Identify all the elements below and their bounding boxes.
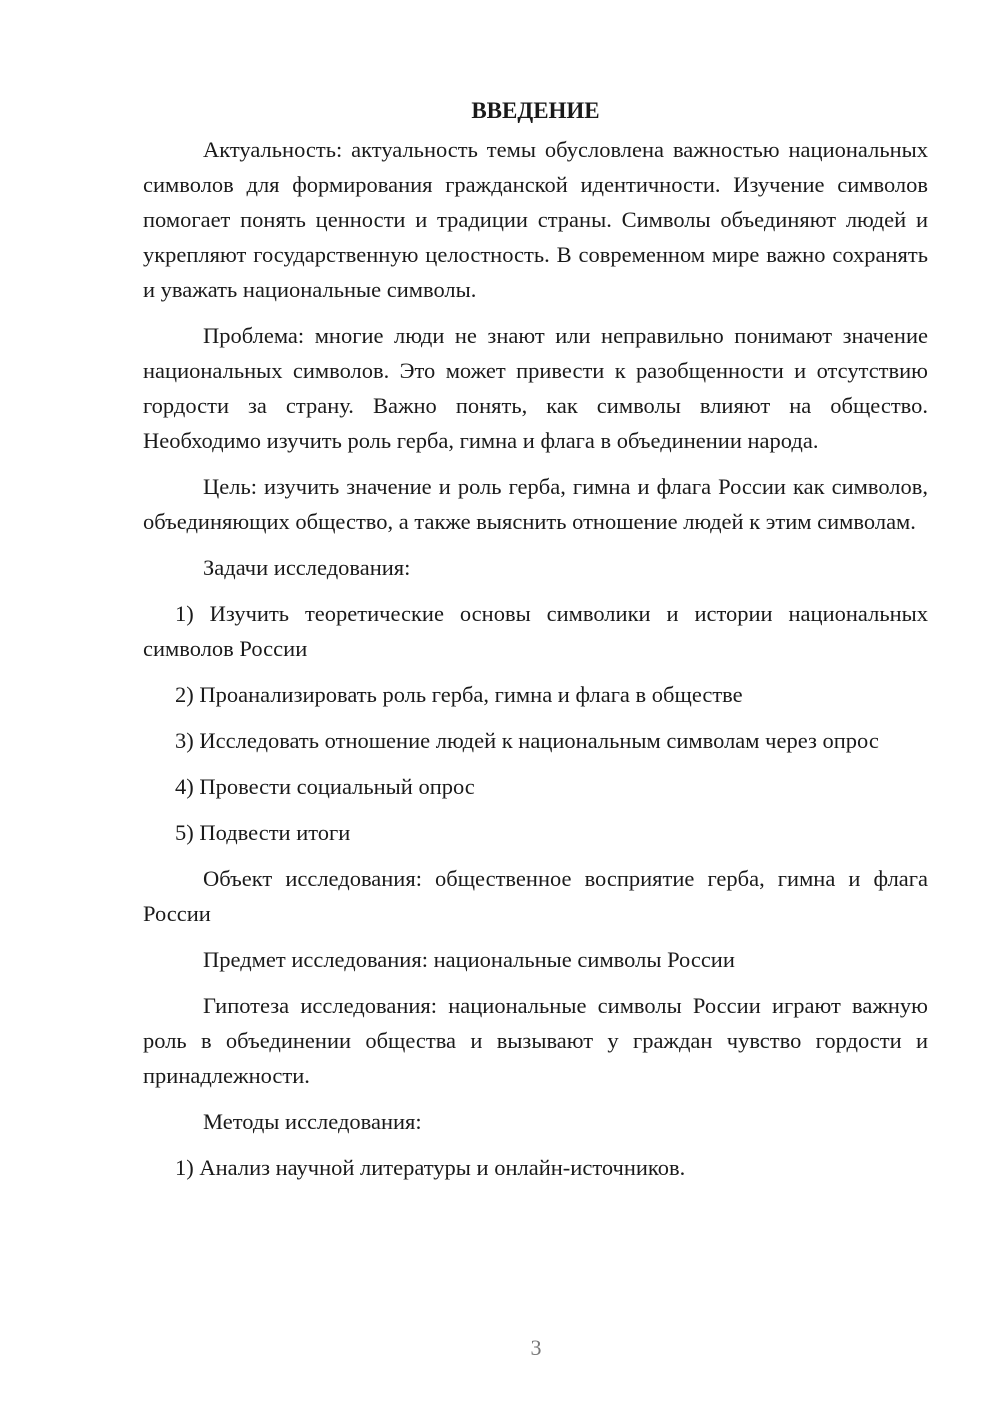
hypothesis-paragraph: Гипотеза исследования: национальные символы России играют важную роль в объединении общества и вызывают у граждан чувство гордости и принадлежности. [143, 993, 928, 1088]
task-item: 5) Подвести итоги [175, 820, 351, 845]
page-number: 3 [530, 1335, 542, 1360]
task-item: 4) Провести социальный опрос [175, 774, 475, 799]
method-item: 1) Анализ научной литературы и онлайн-источников. [175, 1155, 686, 1180]
methods-heading: Методы исследования: [203, 1109, 422, 1134]
task-item: 3) Исследовать отношение людей к национальным символам через опрос [175, 728, 879, 753]
goal-paragraph: Цель: изучить значение и роль герба, гимна и флага России как символов, объединяющих общество, а также выяснить отношение людей к этим символам. [143, 474, 928, 534]
task-item: 2) Проанализировать роль герба, гимна и флага в обществе [175, 682, 743, 707]
problem-paragraph: Проблема: многие люди не знают или неправильно понимают значение национальных символов. Это может привести к разобщенности и отсутствию гордости за страну. Важно понять, как символы влияют на общество. Необходимо изучить роль герба, гимна и флага в объединении народа. [143, 323, 928, 453]
relevance-paragraph: Актуальность: актуальность темы обусловлена важностью национальных символов для формирования гражданской идентичности. Изучение символов помогает понять ценности и традиции страны. Символы объединяют людей и укрепляют государственную целостность. В современном мире важно сохранять и уважать национальные символы. [143, 137, 928, 302]
section-title: ВВЕДЕНИЕ [471, 98, 600, 123]
tasks-heading: Задачи исследования: [203, 555, 411, 580]
subject-paragraph: Предмет исследования: национальные символы России [203, 947, 735, 972]
page-content [143, 96, 928, 1196]
task-item: 1) Изучить теоретические основы символики и истории национальных символов России [143, 601, 928, 661]
object-paragraph: Объект исследования: общественное восприятие герба, гимна и флага России [143, 866, 928, 926]
